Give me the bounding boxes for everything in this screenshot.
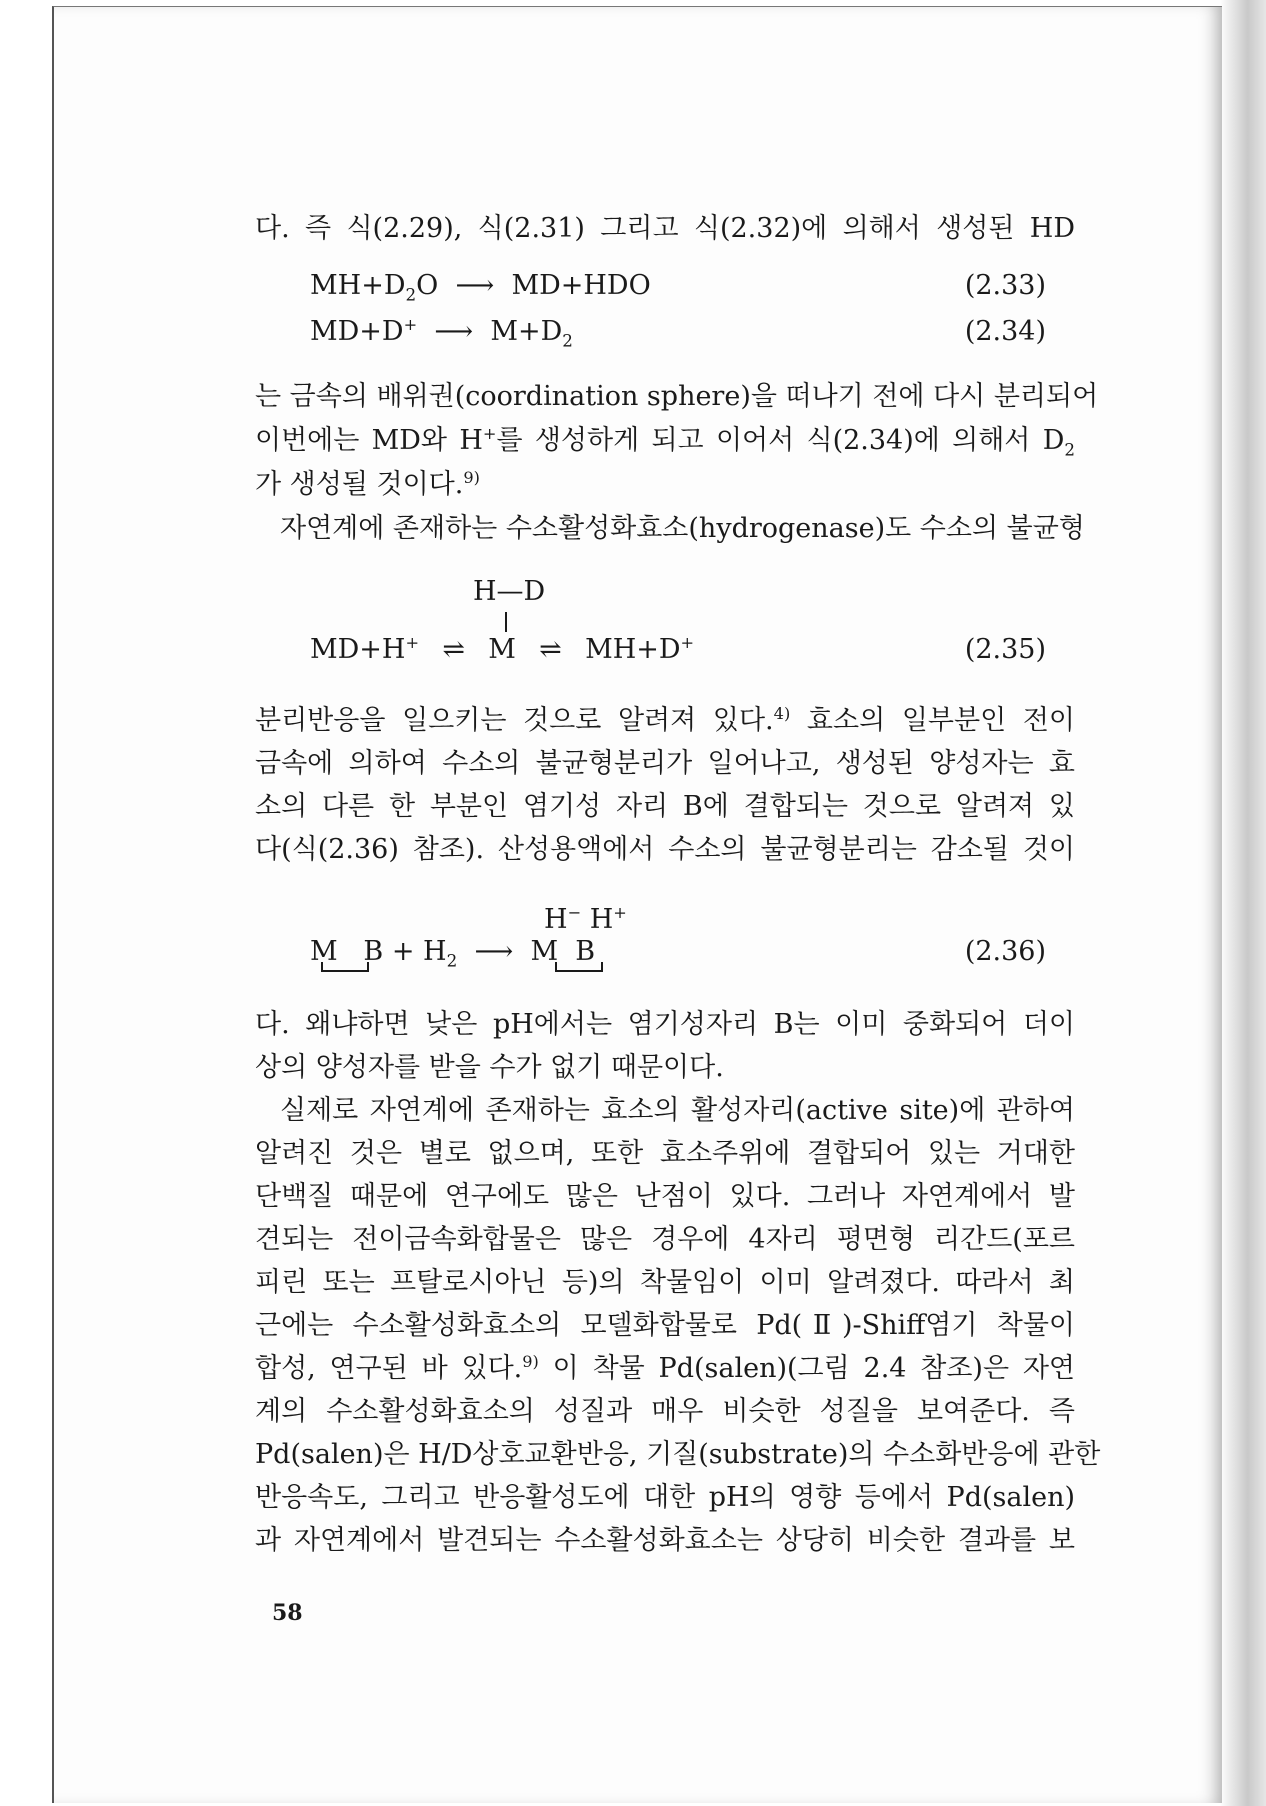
text-line: 금속에 의하여 수소의 불균형분리가 일어나고, 생성된 양성자는 효 xyxy=(255,748,1075,779)
page-edge-shadow xyxy=(1220,0,1266,1806)
text-line: 분리반응을 일으키는 것으로 알려져 있다.$^{4)}$ 효소의 일부분인 전이 xyxy=(255,704,1075,736)
text-line: 단백질 때문에 연구에도 많은 난점이 있다. 그러나 자연계에서 발 xyxy=(255,1181,1075,1212)
text-line: 근에는 수소활성화효소의 모델화합물로 Pd(Ⅱ)-Shiff염기 착물이 xyxy=(255,1310,1075,1341)
page-number: 58 xyxy=(272,1600,303,1626)
equation-2-34: MD+D+ ⟶ $M+D_2$ xyxy=(310,315,573,351)
equation-number: (2.36) xyxy=(964,936,1046,967)
equation-2-36-top: H− H+ xyxy=(544,903,627,935)
text-line: 알려진 것은 별로 없으며, 또한 효소주위에 결합되어 있는 거대한 xyxy=(255,1138,1075,1169)
text-line: 가 생성될 것이다.$^{9)}$ xyxy=(255,468,480,500)
chelate-bracket xyxy=(555,962,603,972)
text-line: 상의 양성자를 받을 수가 없기 때문이다. xyxy=(255,1052,724,1083)
text-line: 계의 수소활성화효소의 성질과 매우 비슷한 성질을 보여준다. 즉 xyxy=(255,1396,1075,1427)
equation-number: (2.35) xyxy=(964,634,1046,665)
equation-2-33: $MH+D_2O$ ⟶ MD+HDO xyxy=(310,270,651,305)
text-line: Pd(salen)은 H/D상호교환반응, 기질(substrate)의 수소화반응에 관한 xyxy=(255,1439,1101,1470)
text-line: 견되는 전이금속화합물은 많은 경우에 4자리 평면형 리간드(포르 xyxy=(255,1224,1075,1255)
text-line: 다. 왜냐하면 낮은 pH에서는 염기성자리 B는 이미 중화되어 더이 xyxy=(255,1009,1075,1040)
chelate-bracket xyxy=(321,962,369,972)
text-line: 과 자연계에서 발견되는 수소활성화효소는 상당히 비슷한 결과를 보 xyxy=(255,1525,1075,1556)
text-line: 다(식(2.36) 참조). 산성용액에서 수소의 불균형분리는 감소될 것이 xyxy=(255,834,1075,865)
text-line: 자연계에 존재하는 수소활성화효소(hydrogenase)도 수소의 불균형 xyxy=(280,513,1085,544)
text-line: 이번에는 MD와 H+를 생성하게 되고 이어서 식(2.34)에 의해서 $D_2$ xyxy=(255,424,1076,460)
text-line: 반응속도, 그리고 반응활성도에 대한 pH의 영향 등에서 Pd(salen) xyxy=(255,1482,1075,1513)
equation-number: (2.34) xyxy=(964,316,1046,347)
text-line: 피린 또는 프탈로시아닌 등)의 착물임이 이미 알려졌다. 따라서 최 xyxy=(255,1267,1075,1298)
text-line: 실제로 자연계에 존재하는 효소의 활성자리(active site)에 관하여 xyxy=(280,1095,1075,1126)
equation-2-35: MD+H+ ⇌ M ⇌ MH+D+ xyxy=(310,633,695,665)
equation-number: (2.33) xyxy=(964,270,1046,301)
equation-2-35-top: H—D xyxy=(473,576,546,607)
text-line: 는 금속의 배위권(coordination sphere)을 떠나기 전에 다시 분리되어 xyxy=(255,381,1099,412)
bond-line xyxy=(505,612,507,632)
equation-2-36: M $B + H_2$ ⟶ M B xyxy=(310,936,596,971)
text-line: 다. 즉 식(2.29), 식(2.31) 그리고 식(2.32)에 의해서 생성된 HD xyxy=(255,213,1075,244)
text-line: 합성, 연구된 바 있다.$^{9)}$ 이 착물 Pd(salen)(그림 2.4 참조)은 자연 xyxy=(255,1352,1076,1384)
text-line: 소의 다른 한 부분인 염기성 자리 B에 결합되는 것으로 알려져 있 xyxy=(255,791,1075,822)
